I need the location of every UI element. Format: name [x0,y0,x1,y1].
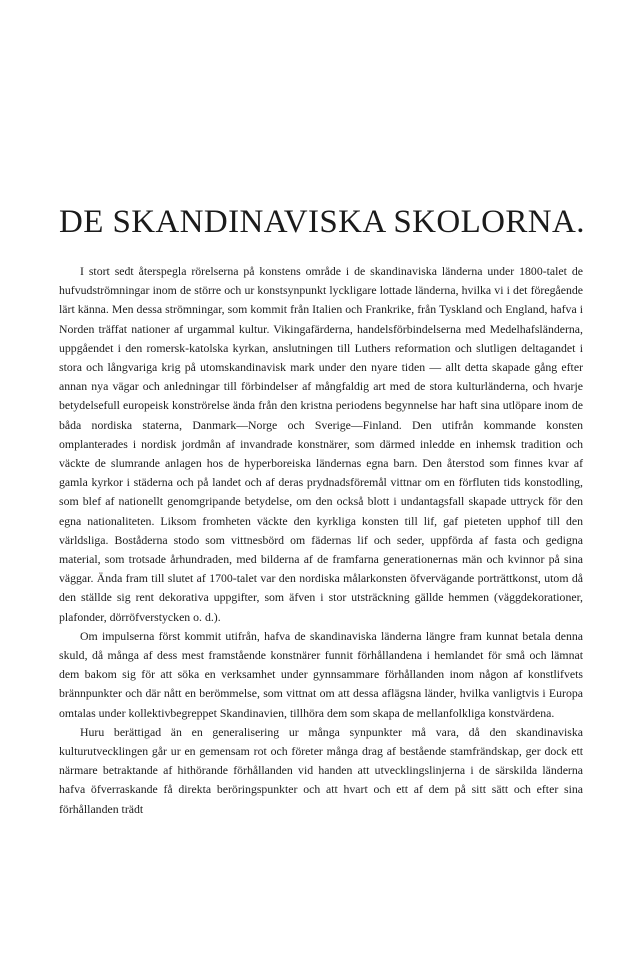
chapter-title: DE SKANDINAVISKA SKOLORNA. [59,204,585,240]
paragraph-1: I stort sedt återspegla rörelserna på konstens område i de skandinaviska länderna under 1800-talet de hufvudströmningar inom de större och ur konstsynpunkt lyckligare lottade länderna, hvilka vi i det föregående lärt känna. Men dessa strömningar, som kommit från Italien och Frankrike, från Tyskland och England, hafva i Norden träffat nationer af urgammal kultur. Vikingafärderna, handelsförbindelserna med Medelhafsländerna, uppgåendet i den romersk-katolska kyrkan, anslutningen till Luthers reformation och slutligen deltagandet i stora och långvariga krig på utomskandinavisk mark under den nyare tiden — allt detta skapade gång efter annan nya vägar och anledningar till förbindelser af mångfaldig art med de stora kulturländerna, och hvarje betydelsefull europeisk konströrelse ända från den kristna periodens begynnelse har haft sina utlöpare inom de båda nordiska staterna, Danmark—Norge och Sverige—Finland. Den utifrån kommande konsten omplanterades i nordisk jordmån af invandrade konstnärer, som därmed inledde en inhemsk tradition och väckte de slumrande anlagen hos de hyperboreiska ländernas egna barn. Den återstod som finnes kvar af gamla kyrkor i städerna och på landet och af deras prydnadsföremål vittnar om en förfluten tids konstodling, som blef af nationellt genomgripande betydelse, om den också blott i undantagsfall skapade uttryck för den egna nationaliteten. Liksom fromheten väckte den kyrkliga konsten till lif, gaf pieteten upphof till den världsliga. Boståderna stodo som vittnesbörd om fädernas lif och seder, uppförda af fasta och gedigna material, som trotsade århundraden, med bilderna af de framfarna generationernas män och kvinnor på sina väggar. Ända fram till slutet af 1700-talet var den nordiska målarkonsten öfvervägande porträttkonst, utom då den ställde sig rent dekorativa uppgifter, som äfven i stor utsträckning gällde hemmen (väggdekorationer, plafonder, dörröfverstycken o. d.). [59,264,583,624]
paragraph-2: Om impulserna först kommit utifrån, hafva de skandinaviska länderna längre fram kunnat betala denna skuld, då många af dess mest framstående konstnärer funnit förhållandena i hemlandet för små och lämnat dem bakom sig för att söka en verksamhet under gynnsammare förhållanden inom någon af konstlifvets brännpunkter och där nått en berömmelse, som vittnat om att dessa aflägsna länder, hvilka vanligtvis i Europa omtalas under kollektivbegreppet Skandinavien, tillhöra dem som skapa de mellanfolkliga konstvärdena. [59,628,583,720]
paragraph-3: Huru berättigad än en generalisering ur många synpunkter må vara, då den skandinaviska kulturutvecklingen går ur en gemensam rot och företer många drag af bestående stamfrändskap, ger dock ett närmare betraktande af hithörande förhållanden vid handen att utvecklingslinjerna i de särskilda länderna hafva öfverraskande få direkta beröringspunkter och att hvart och ett af dem på sitt sätt och efter sina förhållanden trädt [59,724,583,816]
body-text [59,262,583,819]
